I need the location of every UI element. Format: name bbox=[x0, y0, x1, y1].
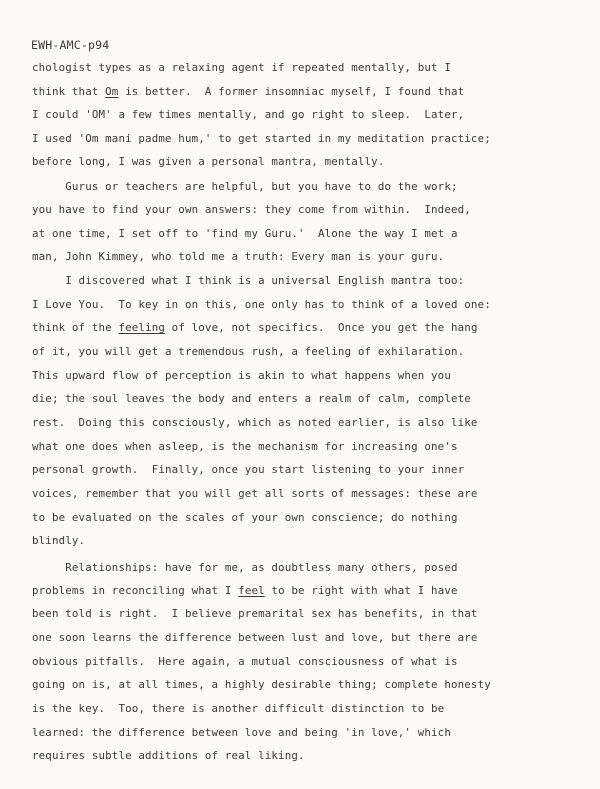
underlined-word: feel bbox=[238, 584, 265, 597]
body-line: going on is, at all times, a highly desirable thing; complete honesty bbox=[32, 678, 491, 691]
body-line: problems in reconciling what I feel to be right with what I have bbox=[32, 584, 458, 597]
body-line: to be evaluated on the scales of your own conscience; do nothing bbox=[32, 511, 458, 524]
body-line: Gurus or teachers are helpful, but you have to do the work; bbox=[32, 180, 458, 193]
body-line: what one does when asleep, is the mechanism for increasing one's bbox=[32, 440, 458, 453]
body-line: Relationships: have for me, as doubtless many others, posed bbox=[32, 561, 458, 574]
body-line: I Love You. To key in on this, one only has to think of a loved one: bbox=[32, 298, 491, 311]
body-line: is the key. Too, there is another difficult distinction to be bbox=[32, 702, 445, 715]
body-line: blindly. bbox=[32, 534, 86, 547]
body-line: obvious pitfalls. Here again, a mutual consciousness of what is bbox=[32, 655, 458, 668]
body-line: of it, you will get a tremendous rush, a feeling of exhilaration. bbox=[32, 345, 465, 358]
body-line: been told is right. I believe premarital sex has benefits, in that bbox=[32, 607, 478, 620]
body-line: personal growth. Finally, once you start listening to your inner bbox=[32, 463, 465, 476]
body-line: requires subtle additions of real liking. bbox=[32, 749, 305, 762]
body-line: man, John Kimmey, who told me a truth: Every man is your guru. bbox=[32, 250, 445, 263]
body-line: one soon learns the difference between lust and love, but there are bbox=[32, 631, 478, 644]
body-line: I used 'Om mani padme hum,' to get started in my meditation practice; bbox=[32, 132, 491, 145]
body-line: I could 'OM' a few times mentally, and go right to sleep. Later, bbox=[32, 108, 465, 121]
underlined-word: Om bbox=[105, 85, 119, 98]
page-header: EWH-AMC-p94 bbox=[31, 38, 110, 52]
body-line: die; the soul leaves the body and enters a realm of calm, complete bbox=[32, 392, 471, 405]
body-line: rest. Doing this consciously, which as noted earlier, is also like bbox=[32, 416, 478, 429]
body-line: at one time, I set off to 'find my Guru.' Alone the way I met a bbox=[32, 227, 458, 240]
body-line: think that Om is better. A former insomniac myself, I found that bbox=[32, 85, 465, 98]
body-line: voices, remember that you will get all sorts of messages: these are bbox=[32, 487, 478, 500]
body-line: learned: the difference between love and being 'in love,' which bbox=[32, 726, 451, 739]
body-line: you have to find your own answers: they come from within. Indeed, bbox=[32, 203, 471, 216]
body-line: chologist types as a relaxing agent if repeated mentally, but I bbox=[32, 61, 451, 74]
underlined-word: feeling bbox=[118, 321, 166, 334]
body-line: think of the feeling of love, not specifics. Once you get the hang bbox=[32, 321, 478, 334]
body-line: before long, I was given a personal mantra, mentally. bbox=[32, 155, 385, 168]
body-line: This upward flow of perception is akin to what happens when you bbox=[32, 369, 451, 382]
body-line: I discovered what I think is a universal English mantra too: bbox=[32, 274, 465, 287]
